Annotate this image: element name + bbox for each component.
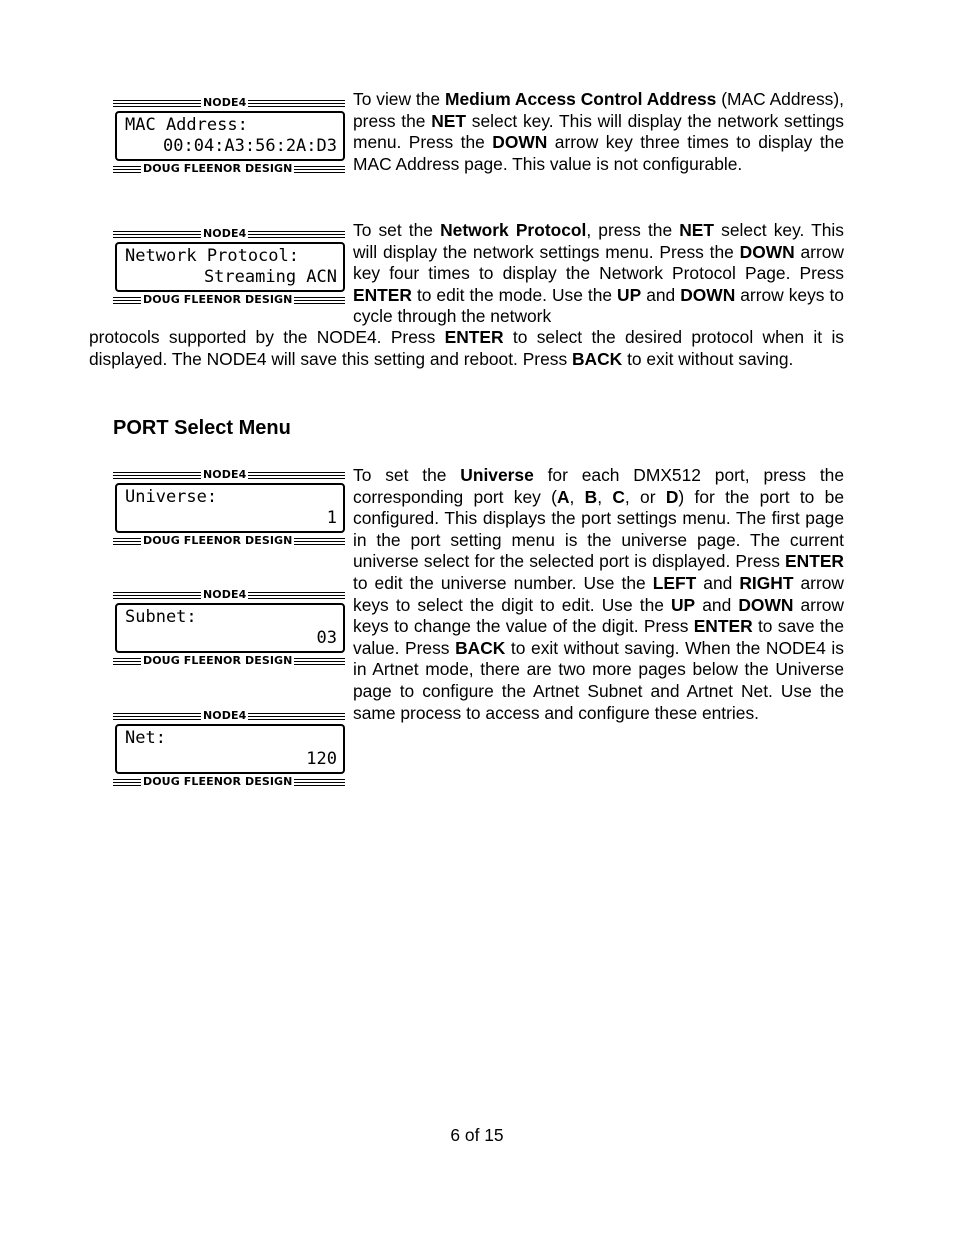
lcd-screen	[115, 483, 345, 533]
lcd-top-label: NODE4	[203, 709, 247, 722]
section-heading-port-select: PORT Select Menu	[113, 417, 291, 439]
lcd-top-label: NODE4	[203, 468, 247, 481]
lcd-line-2: 03	[316, 628, 337, 648]
mac-address-paragraph: To view the Medium Access Control Address (MAC Address), press the NET select key. This will display the network settings menu. Press the DOWN arrow key three times to display the MAC Address page. This value is not configurable.	[353, 89, 844, 174]
lcd-line-2: Streaming ACN	[203, 267, 337, 287]
lcd-universe	[113, 469, 345, 547]
lcd-line-1: MAC Address:	[125, 115, 248, 135]
network-protocol-paragraph: To set the Network Protocol, press the NET select key. This will display the network settings menu. Press the DOWN arrow key four times to display the Network Protocol Page. Press ENTER to edit the mode. Use the UP and DOWN arrow keys to cycle through the network	[353, 220, 844, 327]
lcd-bottom-bar	[113, 163, 345, 175]
lcd-top-bar	[113, 97, 345, 109]
lcd-bottom-bar	[113, 776, 345, 788]
lcd-top-bar	[113, 228, 345, 240]
lcd-line-1: Universe:	[125, 487, 218, 507]
lcd-top-bar	[113, 589, 345, 601]
lcd-line-2: 00:04:A3:56:2A:D3	[163, 136, 337, 156]
lcd-line-1: Net:	[125, 728, 166, 748]
lcd-top-label: NODE4	[203, 227, 247, 240]
page-number: 6 of 15	[450, 1125, 504, 1145]
network-protocol-continuation: protocols supported by the NODE4. Press ENTER to select the desired protocol when it is displayed. The NODE4 will save this setting and reboot. Press BACK to exit without saving.	[89, 327, 844, 369]
lcd-network-protocol	[113, 228, 345, 306]
lcd-screen	[115, 111, 345, 161]
lcd-bottom-bar	[113, 535, 345, 547]
lcd-line-1: Network Protocol:	[125, 246, 299, 266]
lcd-bottom-label: DOUG FLEENOR DESIGN	[143, 534, 293, 547]
lcd-top-bar	[113, 469, 345, 481]
universe-paragraph: To set the Universe for each DMX512 port, press the corresponding port key (A, B, C, or D) for the port to be configured. This displays the port settings menu. The first page in the port setting menu is the universe page. The current universe select for the selected port is displayed. Press ENTER to edit the universe number. Use the LEFT and RIGHT arrow keys to select the digit to edit. Use the UP and DOWN arrow keys to change the value of the digit. Press ENTER to save the value. Press BACK to exit without saving. When the NODE4 is in Artnet mode, there are two more pages below the Universe page to configure the Artnet Subnet and Artnet Net. Use the same process to access and configure these entries.	[353, 465, 844, 723]
lcd-line-2: 120	[306, 749, 337, 769]
lcd-top-bar	[113, 710, 345, 722]
lcd-bottom-label: DOUG FLEENOR DESIGN	[143, 775, 293, 788]
lcd-subnet	[113, 589, 345, 667]
lcd-bottom-bar	[113, 294, 345, 306]
lcd-bottom-bar	[113, 655, 345, 667]
lcd-net	[113, 710, 345, 788]
lcd-bottom-label: DOUG FLEENOR DESIGN	[143, 162, 293, 175]
lcd-line-1: Subnet:	[125, 607, 197, 627]
lcd-line-2: 1	[326, 508, 337, 528]
lcd-top-label: NODE4	[203, 588, 247, 601]
lcd-screen	[115, 724, 345, 774]
lcd-screen	[115, 242, 345, 292]
lcd-mac-address	[113, 97, 345, 175]
lcd-bottom-label: DOUG FLEENOR DESIGN	[143, 293, 293, 306]
lcd-screen	[115, 603, 345, 653]
lcd-bottom-label: DOUG FLEENOR DESIGN	[143, 654, 293, 667]
lcd-top-label: NODE4	[203, 96, 247, 109]
